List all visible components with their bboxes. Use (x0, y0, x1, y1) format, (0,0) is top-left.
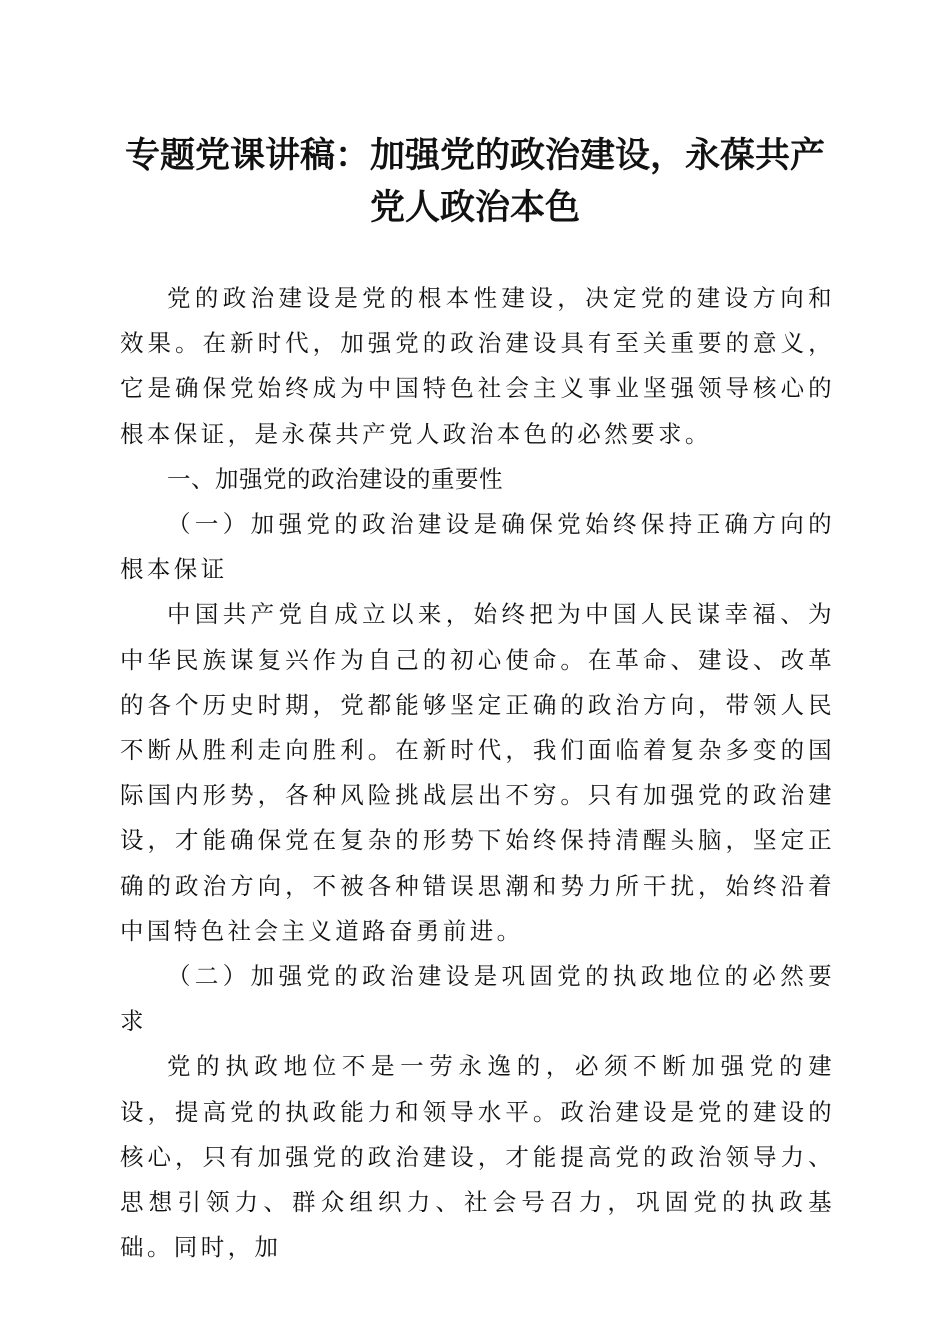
subsection-paragraph-1: 中国共产党自成立以来，始终把为中国人民谋幸福、为中华民族谋复兴作为自己的初心使命。在革命、建设、改革的各个历史时期，党都能够坚定正确的政治方向，带领人民不断从胜利走向胜利。在新时代，我们面临着复杂多变的国际国内形势，各种风险挑战层出不穷。只有加强党的政治建设，才能确保党在复杂的形势下始终保持清醒头脑，坚定正确的政治方向，不被各种错误思潮和势力所干扰，始终沿着中国特色社会主义道路奋勇前进。 (120, 600, 835, 945)
subsection-heading-1: （一）加强党的政治建设是确保党始终保持正确方向的根本保证 (120, 510, 835, 584)
document-title (100, 130, 850, 234)
subsection-paragraph-2: 党的执政地位不是一劳永逸的，必须不断加强党的建设，提高党的执政能力和领导水平。政治建设是党的建设的核心，只有加强党的政治建设，才能提高党的政治领导力、思想引领力、群众组织力、社会号召力，巩固党的执政基础。同时，加 (120, 1052, 835, 1262)
intro-paragraph: 党的政治建设是党的根本性建设，决定党的建设方向和效果。在新时代，加强党的政治建设具有至关重要的意义，它是确保党始终成为中国特色社会主义事业坚强领导核心的根本保证，是永葆共产党人政治本色的必然要求。 (120, 284, 835, 448)
title-line-1: 专题党课讲稿：加强党的政治建设，永葆共产 (124, 135, 825, 176)
document-body (120, 276, 835, 1270)
section-heading-1: 一、加强党的政治建设的重要性 (167, 464, 503, 493)
subsection-heading-2: （二）加强党的政治建设是巩固党的执政地位的必然要求 (120, 962, 835, 1036)
title-line-2: 党人政治本色 (369, 187, 580, 228)
